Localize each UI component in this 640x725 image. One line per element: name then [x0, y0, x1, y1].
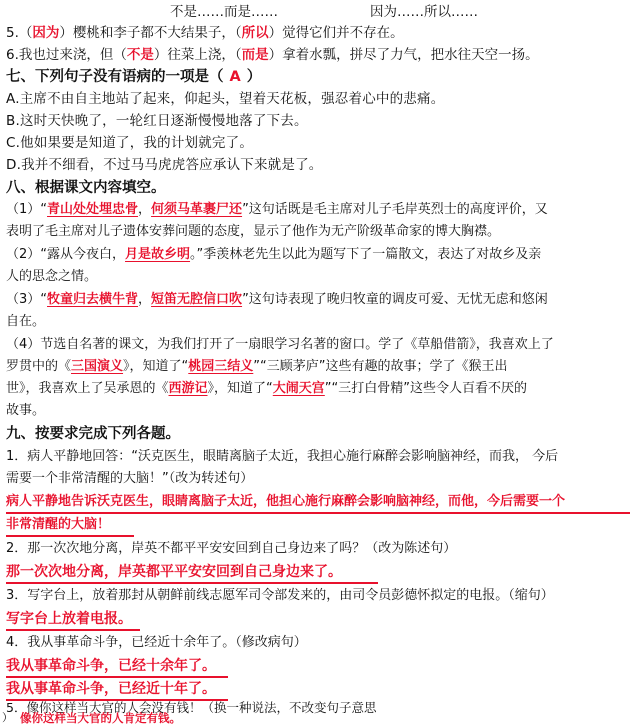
fill-item-4: （4）节选自名著的课文，为我们打开了一扇眼学习名著的窗口。学了《草船借箭》，我喜欢上了: [6, 337, 554, 352]
fill-answer: 三国演义: [71, 359, 124, 374]
sentence-5: 5.（因为）樱桃和李子都不大结果子，（所以）觉得它们并不存在。: [6, 25, 404, 41]
task-5-answer: 像你这样当大官的人肯定有钱。: [20, 711, 181, 725]
task-5-close: ）: [2, 711, 13, 724]
fill-item-3: （3）“牧童归去横牛背，短笛无腔信口吹”这句诗表现了晚归牧童的调皮可爱、无忧无虑和悠闲: [6, 292, 548, 307]
task-4-answer-2-visible: 我从事革命斗争，已经近十年了。: [6, 681, 216, 697]
option-d: D.我并不细看，不过马马虎虎答应承认下来就是了。: [6, 157, 323, 173]
fill-answer: 牧童归去横牛背: [47, 292, 139, 307]
fill-item-4-line2: 罗贯中的《三国演义》，知道了“桃园三结义”“三顾茅庐”这些有趣的故事；学了《猴王出: [6, 359, 508, 374]
fill-item-1: （1）“青山处处埋忠骨，何须马革裹尸还”这句话既是毛主席对儿子毛岸英烈士的高度评价，又: [6, 202, 548, 217]
section-9-title: 九、按要求完成下列各题。: [6, 426, 180, 442]
answer-underline: [6, 629, 140, 631]
answer-word: 因为: [32, 25, 60, 41]
option-c: C.他如果要是知道了，我的计划就完了。: [6, 135, 254, 151]
answer-underline: [6, 676, 228, 678]
task-5: 5．像你这样当大官的人会没有钱！（换一种说法，不改变句子意思: [6, 700, 377, 715]
task-4-answer-1: 我从事革命斗争，已经十余年了。: [6, 658, 216, 674]
fill-item-2-cont: 人的思念之情。: [6, 269, 98, 284]
fill-item-1-cont: 表明了毛主席对儿子遗体安葬问题的态度，显示了他作为无产阶级革命家的博大胸襟。: [6, 224, 501, 239]
fill-item-4-line3: 世》，我喜欢上了吴承恩的《西游记》，知道了“大闹天宫”“三打白骨精”这些令人百看不厌的: [6, 381, 528, 396]
fill-answer: 大闹天宫: [272, 381, 325, 396]
answer-underline: [6, 582, 378, 584]
fill-item-2: （2）“露从今夜白，月是故乡明。”季羡林老先生以此为题写下了一篇散文，表达了对故乡及亲: [6, 247, 542, 262]
task-2-answer: 那一次次地分离，岸英都平平安安回到自己身边来了。: [6, 564, 342, 580]
task-3-answer: 写字台上放着电报。: [6, 611, 132, 627]
task-1-answer-cont: 非常清醒的大脑！: [6, 517, 111, 532]
fill-answer: 青山处处埋忠骨: [47, 202, 139, 217]
fill-answer: 西游记: [168, 381, 208, 396]
task-2: 2．那一次次地分离，岸英不都平平安安回到自己身边来了吗？（改为陈述句）: [6, 541, 457, 556]
section-7-title: 七、下列句子没有语病的一项是（ A ）: [6, 69, 262, 85]
fill-answer: 月是故乡明: [125, 247, 191, 262]
answer-underline: [6, 535, 134, 537]
task-1-answer: 病人平静地告诉沃克医生，眼睛离脑子太近，他担心施行麻醉会影响脑神经，而他，今后需要一个: [6, 494, 566, 509]
option-b: B.这时天快晚了，一轮红日逐渐慢慢地落了下去。: [6, 113, 308, 129]
fill-answer: 桃园三结义: [188, 359, 254, 374]
answer-word: 不是: [126, 47, 154, 63]
answer-underline: [6, 512, 630, 514]
section-8-title: 八、根据课文内容填空。: [6, 180, 166, 196]
option-a: A.主席不由自主地站了起来，仰起头，望着天花板，强忍着心中的悲痛。: [6, 91, 445, 107]
hint-a: 不是……而是……: [170, 4, 278, 20]
task-4: 4．我从事革命斗争，已经近十余年了。（修改病句）: [6, 635, 307, 650]
fill-item-4-line4: 故事。: [6, 403, 46, 418]
task-1-cont: 需要一个非常清醒的大脑！”（改为转述句）: [6, 471, 254, 486]
fill-answer: 短笛无腔信口吹: [151, 292, 243, 307]
fill-item-3-cont: 自在。: [6, 314, 46, 329]
task-1: 1．病人平静地回答：“沃克医生，眼睛离脑子太近，我担心施行麻醉会影响脑神经，而我， 今后: [6, 449, 559, 464]
task-3: 3．写字台上，放着那封从朝鲜前线志愿军司令部发来的，由司令员彭德怀拟定的电报。（缩句）: [6, 588, 554, 603]
answer-word: 而是: [241, 47, 269, 63]
hint-b: 因为……所以……: [370, 4, 478, 20]
answer-word: 所以: [241, 25, 269, 41]
section-7-answer: A: [229, 69, 241, 85]
fill-answer: 何须马革裹尸还: [151, 202, 243, 217]
sentence-6: 6.我也过来浇，但（不是）往菜上浇，（而是）拿着水瓢，拼尽了力气，把水往天空一扬。: [6, 47, 539, 63]
